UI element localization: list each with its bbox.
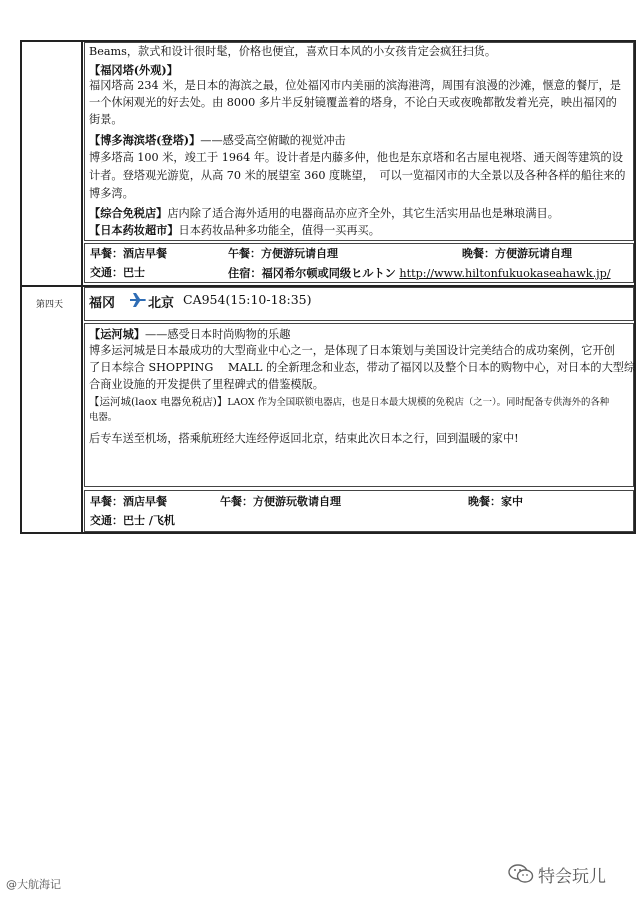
canal-line-2: 了日本综合 SHOPPING MALL 的全新理念和业态，带动了福冈以及整个日本的购物中心，对日本的大型综 xyxy=(89,361,636,374)
beams-line: Beams，款式和设计很时髦，价格也便宜，喜欢日本风的小女孩肯定会疯狂扫货。 xyxy=(89,45,497,58)
hakata-tower-line-1: 博多塔高 100 米，竣工于 1964 年。设计者是内藤多仲，他也是东京塔和名古屋电视塔、通天阁等建筑的设 xyxy=(89,151,623,164)
hakata-tower-title: 【博多海滨塔(登塔)】 xyxy=(89,133,201,147)
closing-line: 后专车送至机场，搭乘航班经大连经停返回北京，结束此次日本之行，回到温暖的家中! xyxy=(89,432,519,445)
hakata-tower-line-2: 计者。登塔观光游览，从高 70 米的展望室 360 度眺望， 可以一览福冈市的大全景以及各种各样的船往来的 xyxy=(89,169,626,182)
hotel-url-link[interactable]: http://www.hiltonfukuokaseahawk.jp/ xyxy=(399,267,611,280)
day-column-divider xyxy=(81,40,83,534)
route-from: 福冈 xyxy=(89,296,116,311)
day3-hotel xyxy=(228,265,611,282)
hakata-tower-line-3: 博多湾。 xyxy=(89,187,134,200)
fukuoka-tower-line-1: 福冈塔高 234 米，是日本的海滨之最，位处福冈市内美丽的滨海港湾，周围有浪漫的沙滩，惬意的餐厅，是 xyxy=(89,79,621,92)
day3-lunch: 午餐：方便游玩请自理 xyxy=(228,247,338,260)
route-to: 北京 xyxy=(148,296,175,311)
canal-line-3: 合商业设施的开发提供了里程碑式的借鉴模版。 xyxy=(89,378,324,391)
hakata-tower-subtitle: ——感受高空俯瞰的视觉冲击 xyxy=(200,134,346,147)
day3-breakfast: 早餐：酒店早餐 xyxy=(90,247,167,260)
dutyfree-text: 店内除了适合海外适用的电器商品亦应齐全外，其它生活实用品也是琳琅满目。 xyxy=(167,207,559,220)
day3-dinner: 晚餐：方便游玩请自理 xyxy=(462,247,572,260)
airplane-icon xyxy=(129,292,147,308)
canal-title: 【运河城】 xyxy=(89,327,145,341)
laox-title: 【运河城(laox 电器免税店)】 xyxy=(89,396,228,408)
drugstore-line xyxy=(89,222,380,239)
brand-watermark xyxy=(508,860,638,890)
flight-number: CA954(15:10-18:35) xyxy=(183,292,312,307)
drugstore-title: 【日本药妆超市】 xyxy=(89,223,179,237)
dutyfree-title: 【综合免税店】 xyxy=(89,206,168,220)
fukuoka-tower-title: 【福冈塔(外观)】 xyxy=(89,63,178,77)
canal-heading xyxy=(89,326,290,343)
day4-label: 第四天 xyxy=(36,300,64,310)
canal-subtitle: ——感受日本时尚购物的乐趣 xyxy=(144,328,291,341)
fukuoka-tower-line-2: 一个休闲观光的好去处。由 8000 多片半反射镜覆盖着的塔身，不论白天或夜晚都散发着光亮，映出福冈的 xyxy=(89,96,617,109)
laox-text-1: LAOX 作为全国联锁电器店，也是日本最大规模的免税店（之一）。同时配备专供海外的各种 xyxy=(227,397,610,408)
day4-dinner: 晚餐：家中 xyxy=(468,495,523,508)
drugstore-text: 日本药妆品种多功能全，值得一买再买。 xyxy=(178,224,380,237)
brand-name: 特会玩儿 xyxy=(538,867,606,887)
canal-line-1: 博多运河城是日本最成功的大型商业中心之一，是体现了日本策划与美国设计完美结合的成功案例，它开创 xyxy=(89,344,615,357)
day4-transport: 交通：巴士 /飞机 xyxy=(90,514,175,527)
dutyfree-line xyxy=(89,205,559,222)
day4-breakfast: 早餐：酒店早餐 xyxy=(90,495,167,508)
day4-lunch: 午餐：方便游玩敬请自理 xyxy=(220,495,341,508)
laox-line-2: 电器。 xyxy=(89,412,118,423)
hotel-label: 住宿：福冈希尔顿或同级ヒルトン xyxy=(228,266,396,280)
watermark-left: @大航海记 xyxy=(6,878,61,891)
fukuoka-tower-line-3: 街景。 xyxy=(89,113,123,126)
wechat-icon xyxy=(508,864,534,884)
hakata-tower-heading xyxy=(89,132,346,149)
laox-line-1 xyxy=(89,395,609,410)
day3-transport: 交通：巴士 xyxy=(90,266,145,279)
